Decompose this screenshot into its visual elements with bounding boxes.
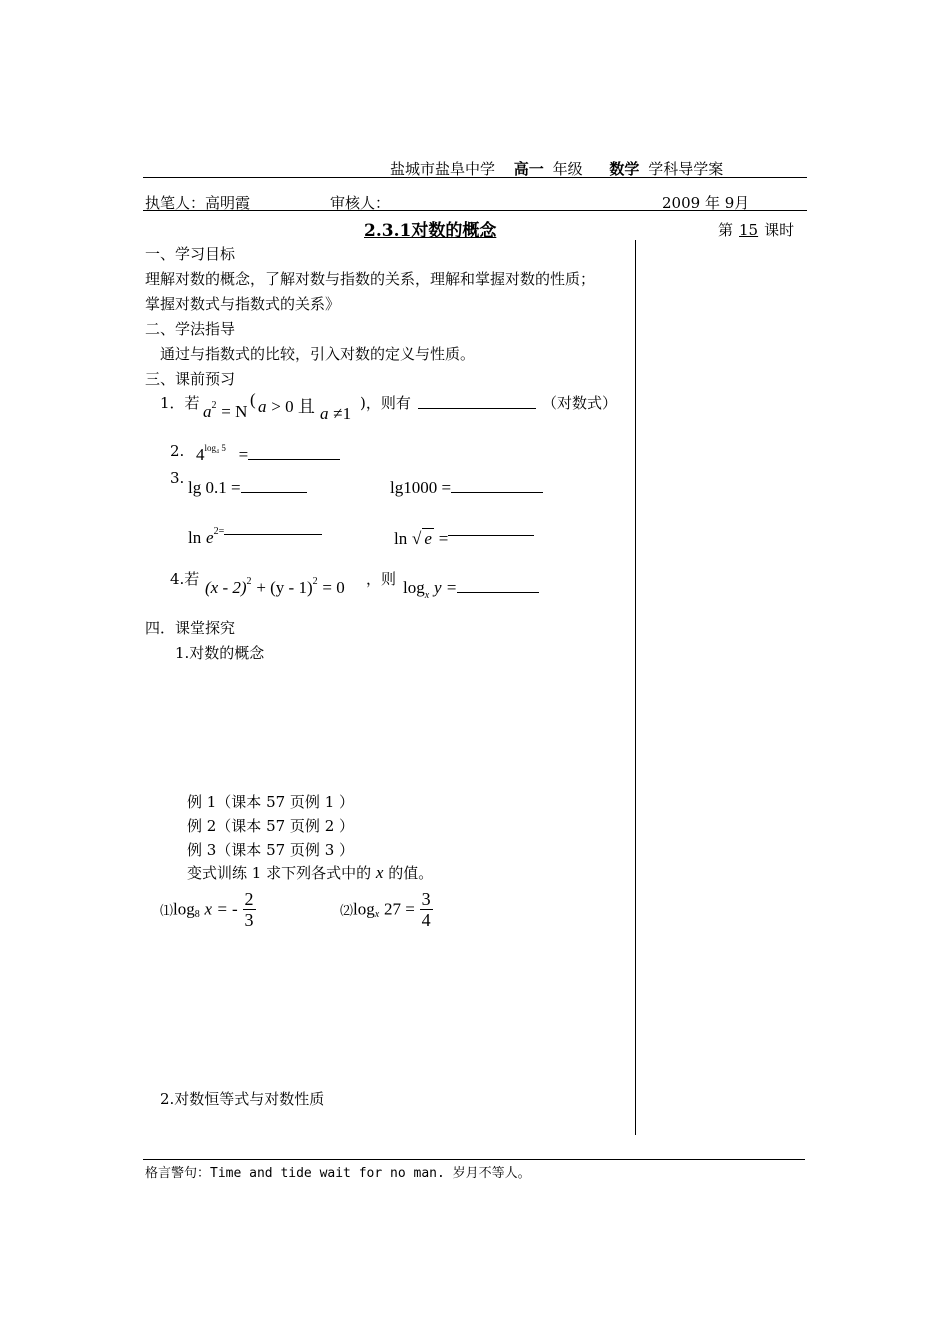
q3d-answer-blank <box>448 527 534 536</box>
q4-answer-blank <box>457 586 539 593</box>
preview-q3-label: 3. <box>170 469 185 487</box>
footer-rule <box>143 1159 805 1160</box>
meta-rule <box>143 210 807 211</box>
q2-answer-blank <box>248 445 340 460</box>
q3b: lg1000 = <box>390 478 543 498</box>
preview-q2-label: 2. <box>170 442 185 460</box>
method-heading: 二、学法指导 <box>145 320 236 338</box>
q1-formula: $a^2 = N$ <box>203 400 248 421</box>
q2-formula: $4^{log_4 5}$ = <box>196 445 340 465</box>
method-text: 通过与指数式的比较，引入对数的定义与性质。 <box>160 345 476 363</box>
preview-heading: 三、课前预习 <box>145 370 236 388</box>
lesson-number-value: 15 <box>739 221 759 239</box>
date: 2009 年 9月 <box>662 194 750 212</box>
problem-2: $⑵\log_x$ 27 = $\frac{3}{4}$ <box>340 889 431 930</box>
identity-heading: 2.对数恒等式与对数性质 <box>160 1090 325 1108</box>
school-name: 盐城市盐阜中学 <box>390 160 496 178</box>
goals-line-2: 掌握对数式与指数式的关系》 <box>145 295 341 313</box>
lesson-number: 第 15 课时 <box>718 221 795 239</box>
q1-condition-1: a > 0 且 <box>258 397 315 416</box>
q1-then: )，则有 <box>360 394 411 412</box>
q3d: ln √ e = <box>394 528 534 549</box>
subject: 数学 <box>609 160 640 178</box>
variant-training: 变式训练 1 求下列各式中的 x 的值。 <box>187 863 434 882</box>
q3a-answer-blank <box>241 486 307 493</box>
example-2: 例 2（课本 57 页例 2 ） <box>187 817 355 835</box>
q1-paren-open: ( <box>250 390 256 409</box>
problem-1: $⑴\log_8$ x = - $\frac{2}{3}$ <box>160 889 254 930</box>
page-title: 2.3.1对数的概念 <box>364 221 497 241</box>
example-3: 例 3（课本 57 页例 3 ） <box>187 841 355 859</box>
q3b-answer-blank <box>451 486 543 493</box>
footer-motto: 格言警句：Time and tide wait for no man. 岁月不等人。 <box>145 1166 531 1181</box>
fraction-three-quarters: $\frac{3}{4}$ <box>421 889 431 930</box>
goals-line-1: 理解对数的概念，了解对数与指数的关系，理解和掌握对数的性质； <box>145 270 596 288</box>
fraction-two-thirds: $\frac{2}{3}$ <box>244 889 254 930</box>
example-1: 例 1（课本 57 页例 1 ） <box>187 793 355 811</box>
grade: 高一 <box>513 160 544 178</box>
q4-equation: (x - 2)$^2$ + (y - 1)$^2$ = 0 <box>205 576 345 597</box>
q3c: $\ln e^{2=}$ <box>188 528 322 548</box>
goals-heading: 一、学习目标 <box>145 245 236 263</box>
header-line <box>390 158 723 179</box>
q1-note: （对数式） <box>542 394 618 412</box>
q1-condition-2: a ≠1 <box>320 404 352 423</box>
author: 执笔人：高明霞 <box>145 194 251 212</box>
q4-then: ，则 <box>366 570 397 588</box>
header-rule <box>143 177 807 178</box>
q3a: lg 0.1 = <box>188 478 307 498</box>
q1-answer-blank <box>418 392 536 413</box>
preview-q1: 1．若 <box>160 394 200 412</box>
explore-heading: 四．课堂探究 <box>145 619 236 637</box>
concept-heading: 1.对数的概念 <box>175 644 265 662</box>
q4-log: $\log_x y$ = <box>403 578 539 598</box>
column-divider <box>635 240 636 1135</box>
q3c-answer-blank <box>224 526 322 535</box>
reviewer: 审核人： <box>330 194 391 212</box>
grade-suffix: 年级 <box>552 160 583 178</box>
subject-suffix: 学科导学案 <box>648 160 724 178</box>
preview-q4-label: 4.若 <box>170 570 200 588</box>
